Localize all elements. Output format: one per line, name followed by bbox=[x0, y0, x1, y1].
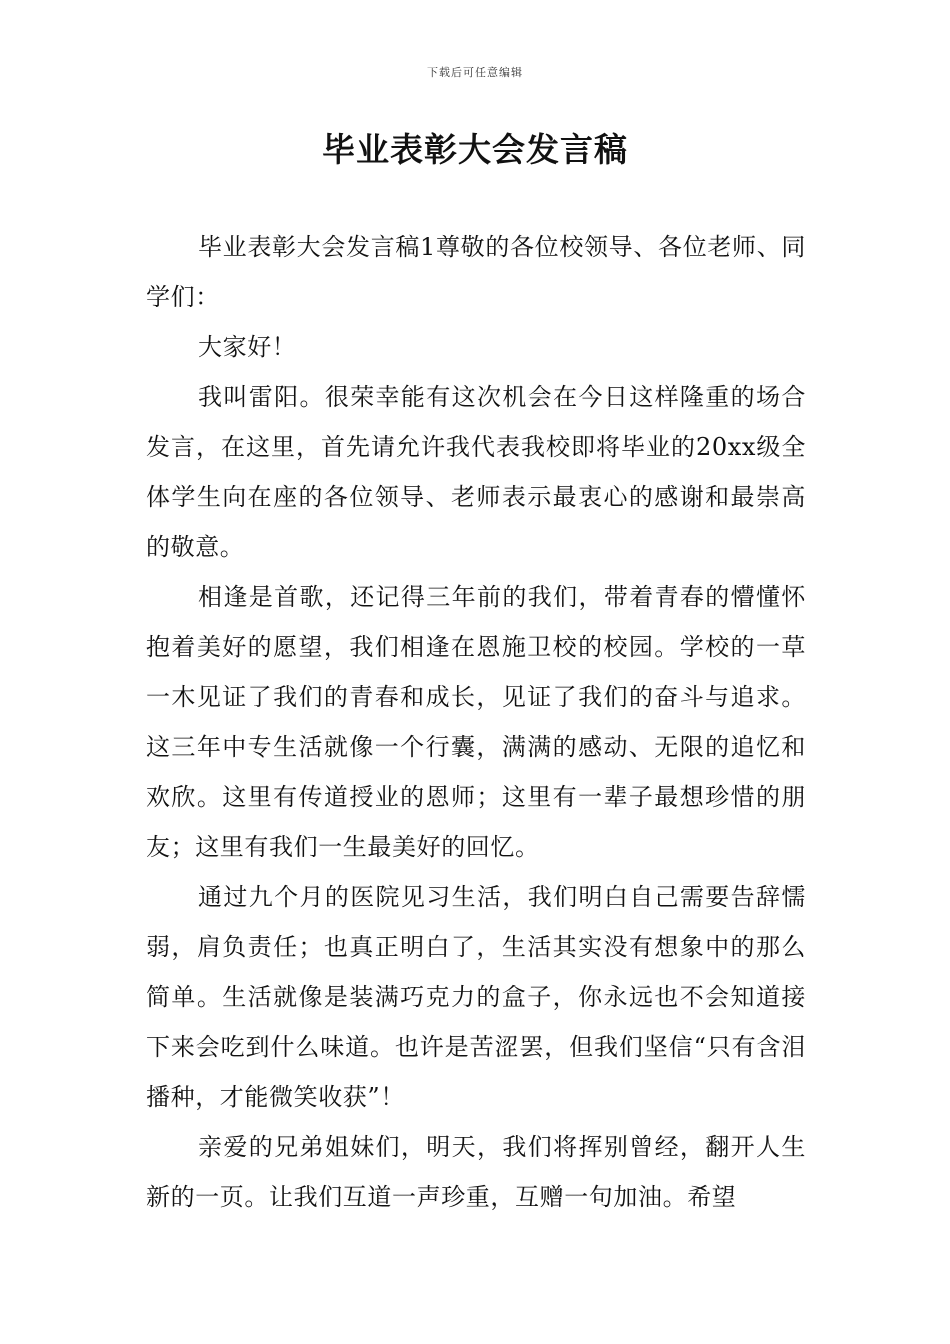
paragraph-greeting: 大家好！ bbox=[198, 333, 297, 361]
paragraph-memories: 相逢是首歌，还记得三年前的我们，带着青春的懵懂怀抱着美好的愿望，我们相逢在恩施卫校的校园。学校的一草一木见证了我们的青春和成长，见证了我们的奋斗与追求。这三年中专生活就像一个行囊，满满的感动、无限的追忆和欢欣。这里有传道授业的恩师；这里有一辈子最想珍惜的朋友；这里有我们一生最美好的回忆。 bbox=[146, 583, 806, 861]
paragraph-salutation: 毕业表彰大会发言稿1尊敬的各位校领导、各位老师、同学们： bbox=[146, 233, 806, 311]
paragraph-internship: 通过九个月的医院见习生活，我们明白自己需要告辞懦弱，肩负责任；也真正明白了，生活其实没有想象中的那么简单。生活就像是装满巧克力的盒子，你永远也不会知道接下来会吃到什么味道。也许是苦涩罢，但我们坚信“只有含泪播种，才能微笑收获”！ bbox=[146, 883, 806, 1111]
paragraph-farewell: 亲爱的兄弟姐妹们，明天，我们将挥别曾经，翻开人生新的一页。让我们互道一声珍重，互赠一句加油。希望 bbox=[146, 1133, 806, 1211]
document-body bbox=[146, 222, 806, 1222]
page-header-note: 下载后可任意编辑 bbox=[427, 66, 523, 79]
document-title: 毕业表彰大会发言稿 bbox=[322, 130, 628, 169]
paragraph-introduction: 我叫雷阳。很荣幸能有这次机会在今日这样隆重的场合发言，在这里，首先请允许我代表我校即将毕业的20xx级全体学生向在座的各位领导、老师表示最衷心的感谢和最崇高的敬意。 bbox=[146, 383, 806, 561]
